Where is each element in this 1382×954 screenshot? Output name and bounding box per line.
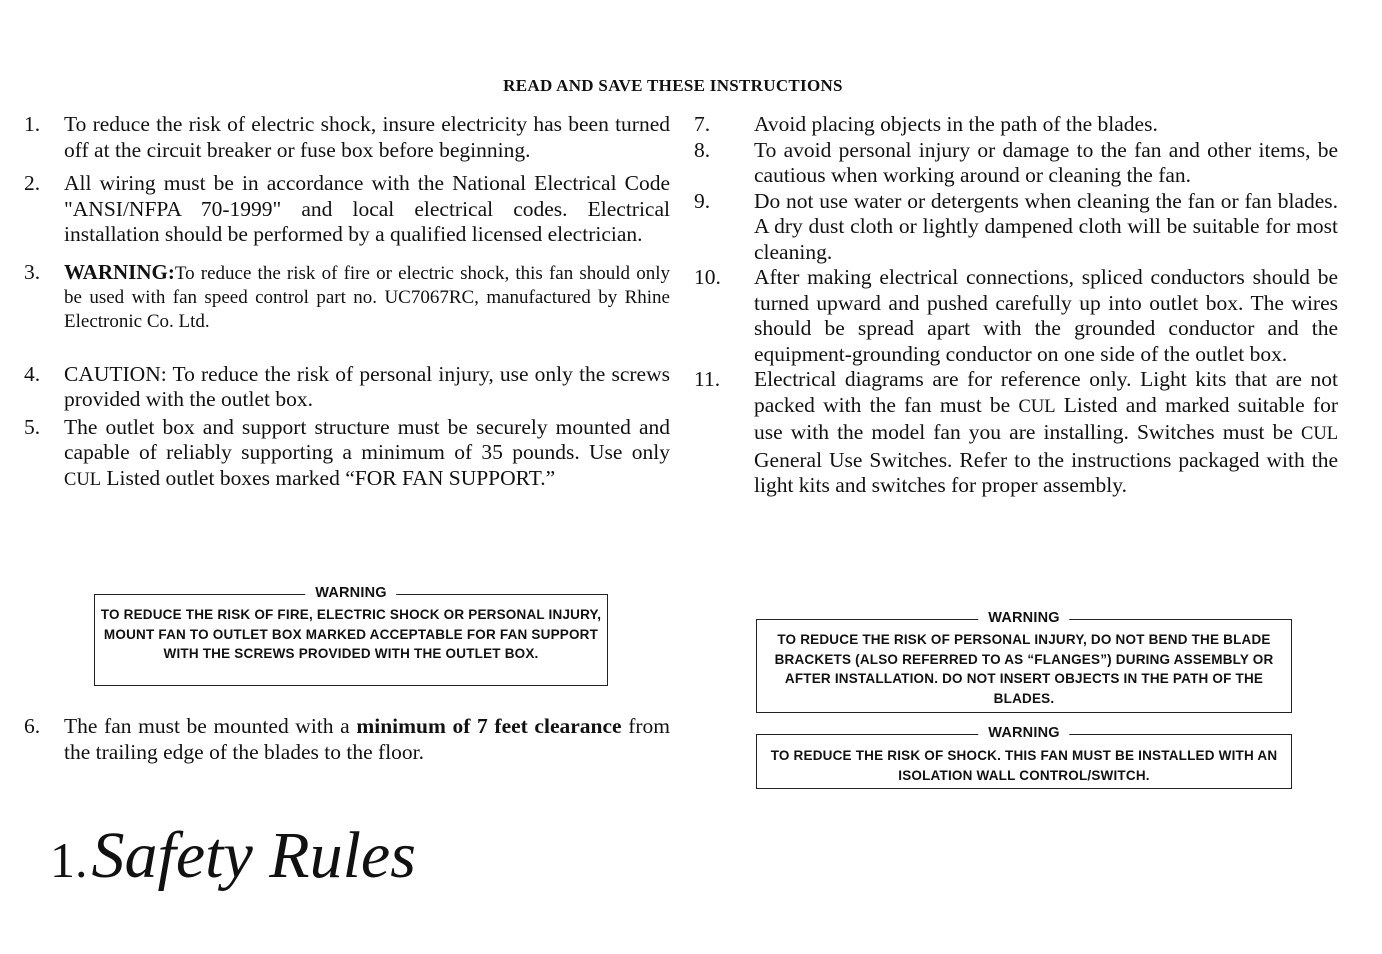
cul-mark: CUL [1018,396,1056,417]
warning-box-legend: WARNING [305,584,396,602]
item-text: Avoid placing objects in the path of the blades. [754,112,1158,136]
list-item [694,367,1338,499]
list-item [694,265,1338,367]
item-number: 3. [24,259,41,284]
item-number: 6. [24,714,41,738]
item-number: 9. [694,188,711,213]
warning-box [756,725,1292,789]
item-number: 11. [694,367,721,391]
section-title [50,818,416,894]
warning-box-text: TO REDUCE THE RISK OF PERSONAL INJURY, DO NOT BEND THE BLADE BRACKETS (ALSO REFERRED TO AS “FLANGES”) DURING ASSEMBLY OR AFTER INSTALLATION. DO NOT INSERT OBJECTS IN THE PATH OF THE BLADES. [774,632,1274,706]
left-column-lower [24,714,670,765]
text-segment: Electrical diagrams are for reference only. Light kits that are not packed with the fan must be [754,367,1338,417]
text-segment: Listed outlet boxes marked “FOR FAN SUPPORT.” [106,465,556,490]
list-item [24,415,670,494]
item-text [64,260,670,334]
list-item [24,260,670,334]
list-item [24,362,670,413]
item-text [64,415,670,494]
warning-box [756,610,1292,713]
item-text [754,367,1338,499]
item-text: CAUTION: To reduce the risk of personal injury, use only the screws provided with the outlet box. [64,361,670,411]
item-number: 7. [694,112,711,136]
warning-box-legend: WARNING [978,724,1069,742]
cul-mark: CUL [1301,424,1338,444]
warning-box-legend: WARNING [978,609,1069,627]
warning-box-text: TO REDUCE THE RISK OF SHOCK. THIS FAN MUST BE INSTALLED WITH AN ISOLATION WALL CONTROL/SWITCH. [770,748,1278,783]
item-number: 10. [694,265,721,289]
text-segment: The outlet box and support structure must be securely mounted and capable of reliably supporting a minimum of 35 pounds. Use only [64,414,670,464]
left-column [24,112,670,493]
cul-mark: CUL [64,469,101,490]
text-segment: from the trailing edge of the blades to the floor. [64,714,670,764]
right-column [694,112,1338,499]
item-text: To reduce the risk of electric shock, insure electricity has been turned off at the circuit breaker or fuse box before beginning. [64,112,670,162]
page-header: READ AND SAVE THESE INSTRUCTIONS [503,76,843,95]
emphasis-text: minimum of 7 feet clearance [356,714,622,738]
item-number: 2. [24,171,41,195]
list-item [24,112,670,163]
item-text [64,714,670,765]
list-item [694,189,1338,266]
warning-label: WARNING: [64,259,175,284]
text-segment: The fan must be mounted with a [64,714,350,738]
list-item [24,714,670,765]
item-text: To avoid personal injury or damage to the fan and other items, be cautious when working around or cleaning the fan. [754,137,1338,187]
warning-box [94,585,608,686]
item-text: All wiring must be in accordance with the National Electrical Code "ANSI/NFPA 70-1999" and local electrical codes. Electrical installation should be performed by a qualified licensed electrician. [64,171,670,246]
section-heading: Safety Rules [91,819,416,892]
item-number: 5. [24,414,41,439]
warning-box-text: TO REDUCE THE RISK OF FIRE, ELECTRIC SHOCK OR PERSONAL INJURY, MOUNT FAN TO OUTLET BOX MARKED ACCEPTABLE FOR FAN SUPPORT WITH THE SCREWS PROVIDED WITH THE OUTLET BOX. [100,607,602,661]
warning-text: To reduce the risk of fire or electric shock, this fan should only be used with fan speed control part no. UC7067RC, manufactured by Rhine Electronic Co. Ltd. [64,262,670,332]
section-number: 1. [50,832,88,888]
item-number: 4. [24,361,41,386]
item-text: After making electrical connections, spliced conductors should be turned upward and pushed carefully up into outlet box. The wires should be spread apart with the grounded conductor and the equipment-grounding conductor on one side of the outlet box. [754,265,1338,366]
list-item [694,112,1338,138]
item-number: 1. [24,112,41,136]
text-segment: General Use Switches. Refer to the instructions packaged with the light kits and switches for proper assembly. [754,447,1338,497]
text-segment: Listed and marked suitable for use with the model fan you are installing. Switches must be [754,392,1338,444]
list-item [24,171,670,248]
list-item [694,138,1338,189]
item-text: Do not use water or detergents when cleaning the fan or fan blades. A dry dust cloth or lightly dampened cloth will be suitable for most cleaning. [754,188,1338,264]
item-number: 8. [694,137,711,162]
